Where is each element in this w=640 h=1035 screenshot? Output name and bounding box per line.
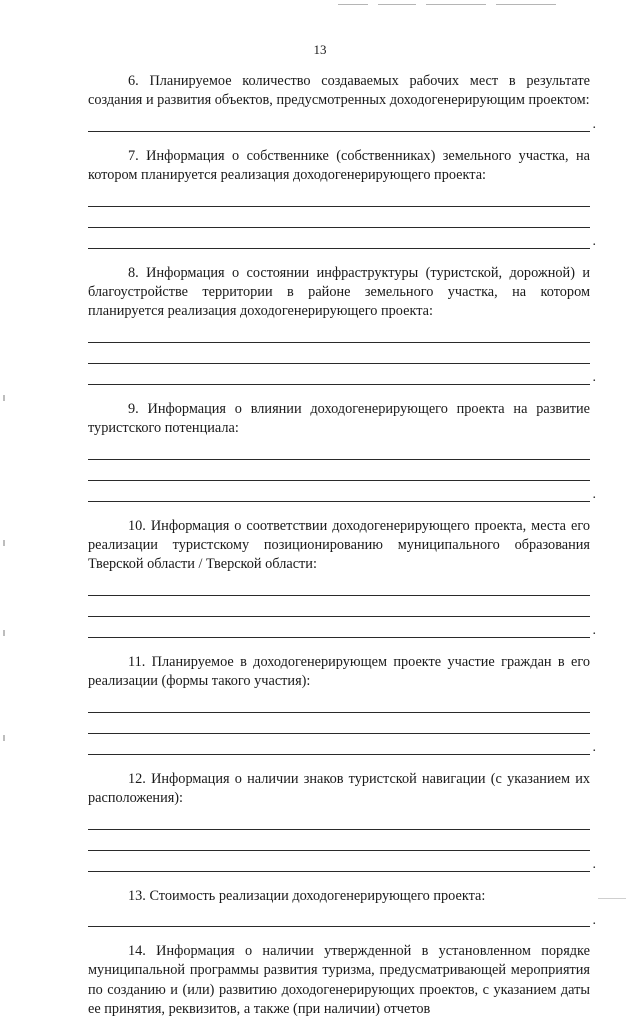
form-section (88, 653, 590, 755)
section-text: 10. Информация о соответствии доходогенерирующего проекта, места его реализации туристскому позиционированию муниципального образования Тверской области / Тверской области: (88, 517, 590, 573)
scan-artifact (598, 898, 626, 899)
form-section (88, 147, 590, 249)
fill-in-line[interactable] (88, 322, 590, 343)
form-section (88, 400, 590, 502)
section-text: 9. Информация о влиянии доходогенерирующего проекта на развитие туристского потенциала: (88, 400, 590, 437)
scan-artifact (496, 4, 556, 5)
scan-artifact (378, 4, 416, 5)
form-section (88, 72, 590, 132)
section-text: 6. Планируемое количество создаваемых рабочих мест в результате создания и развития объектов, предусмотренных доходогенерирующим проектом: (88, 73, 590, 109)
fill-in-line[interactable] (88, 713, 590, 734)
fill-in-line[interactable] (88, 439, 590, 460)
fill-in-line[interactable] (88, 364, 590, 385)
fill-in-line[interactable] (88, 207, 590, 228)
section-text: 11. Планируемое в доходогенерирующем проекте участие граждан в его реализации (формы такого участия): (88, 653, 590, 690)
form-section (88, 517, 590, 638)
fill-in-line[interactable] (88, 906, 590, 927)
section-text: 14. Информация о наличии утвержденной в установленном порядке муниципальной программы развития туризма, предусматривающей мероприятия по созданию и (или) развитию доходогенерирующих проектов, с указанием даты ее принятия, реквизитов, а также (при наличии) отчетов (88, 942, 590, 1018)
scan-artifact (3, 630, 5, 636)
fill-in-line[interactable] (88, 575, 590, 596)
fill-in-line[interactable] (88, 692, 590, 713)
section-text: 8. Информация о состоянии инфраструктуры (туристской, дорожной) и благоустройстве территории в районе земельного участка, на котором планируется реализация доходогенерирующего проекта: (88, 264, 590, 320)
fill-in-line[interactable] (88, 809, 590, 830)
scan-artifact (426, 4, 486, 5)
fill-in-line[interactable] (88, 734, 590, 755)
fill-in-line[interactable] (88, 228, 590, 249)
form-section (88, 770, 590, 872)
fill-in-line[interactable] (88, 460, 590, 481)
fill-in-line[interactable] (88, 186, 590, 207)
scan-artifact (3, 540, 5, 546)
fill-in-line[interactable] (88, 830, 590, 851)
form-body (88, 72, 590, 1035)
scan-artifact (3, 395, 5, 401)
fill-in-line[interactable] (88, 596, 590, 617)
page-number: 13 (313, 42, 327, 57)
scan-artifact (3, 735, 5, 741)
fill-in-line[interactable] (88, 851, 590, 872)
scan-artifact (338, 4, 368, 5)
section-text: 13. Стоимость реализации доходогенерирующего проекта: (128, 887, 486, 904)
fill-in-line[interactable] (88, 343, 590, 364)
form-section (88, 264, 590, 385)
form-section (88, 887, 590, 927)
fill-in-line[interactable] (88, 481, 590, 502)
form-section (88, 942, 590, 1020)
section-text: 12. Информация о наличии знаков туристской навигации (с указанием их расположения): (88, 770, 590, 807)
fill-in-line[interactable] (88, 111, 590, 132)
fill-in-line[interactable] (88, 617, 590, 638)
section-text: 7. Информация о собственнике (собственниках) земельного участка, на котором планируется реализация доходогенерирующего проекта: (88, 147, 590, 184)
